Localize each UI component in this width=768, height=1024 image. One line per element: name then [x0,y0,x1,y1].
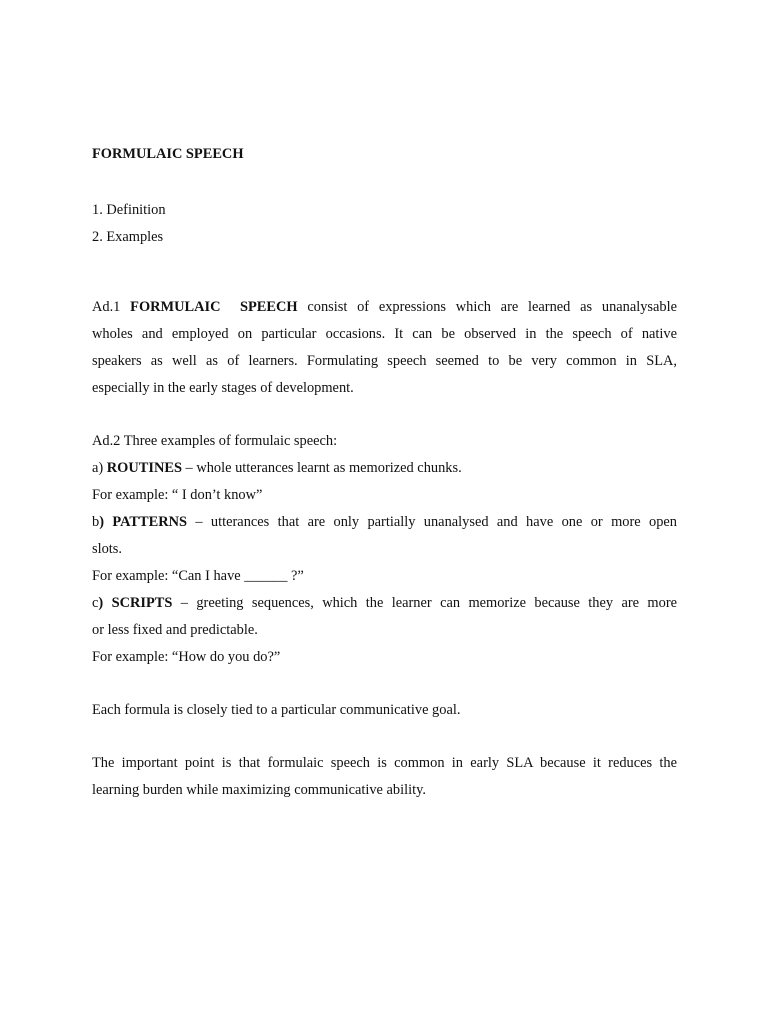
patterns-line-1 [92,509,677,536]
conclusion-line-2: learning burden while maximizing communicative ability. [92,782,426,798]
definition-section [92,294,677,402]
conclusion-line-1: The important point is that formulaic speech is common in early SLA because it reduces the [92,755,677,771]
patterns-text-1: – utterances that are only partially unanalysed and have one or more open [187,514,677,530]
patterns-example: For example: “Can I have ______ ?” [92,568,304,584]
document-body [92,144,677,804]
conclusion-paragraph [92,750,677,804]
conclusion-section [92,750,677,804]
scripts-text-1: – greeting sequences, which the learner can memorize because they are more [172,595,678,611]
goal-sentence: Each formula is closely tied to a particular communicative goal. [92,702,461,718]
routines-text: – whole utterances learnt as memorized chunks. [181,460,462,476]
patterns-prefix: b [92,514,100,530]
definition-line-4: especially in the early stages of development. [92,380,354,396]
examples-section [92,428,677,671]
document-title: FORMULAIC SPEECH [92,146,244,162]
routines-item [92,455,677,482]
outline-item-examples: 2. Examples [92,229,164,245]
patterns-item [92,509,677,563]
definition-line-1 [92,294,677,321]
outline-list [92,197,677,251]
routines-term: ROUTINES [106,460,182,476]
scripts-item [92,590,677,644]
definition-line-3: speakers as well as of learners. Formulating speech seemed to be very common in SLA, [92,353,677,369]
scripts-line-2: or less fixed and predictable. [92,622,258,638]
routines-example: For example: “ I don’t know” [92,487,263,503]
scripts-example: For example: “How do you do?” [92,649,281,665]
scripts-term: ) SCRIPTS [98,595,173,611]
definition-paragraph [92,294,677,402]
patterns-term: ) PATTERNS [99,514,187,530]
scripts-line-1 [92,590,677,617]
definition-term: FORMULAIC SPEECH [130,299,298,315]
patterns-line-2: slots. [92,541,122,557]
routines-prefix: a) [92,460,107,476]
scripts-prefix: c [92,595,99,611]
examples-heading: Ad.2 Three examples of formulaic speech: [92,433,338,449]
definition-line-2: wholes and employed on particular occasions. It can be observed in the speech of native [92,326,677,342]
goal-section [92,697,677,724]
definition-line-1-rest: consist of expressions which are learned as unanalysable [297,299,677,315]
definition-lead: Ad.1 [92,299,131,315]
outline-item-definition: 1. Definition [92,202,166,218]
